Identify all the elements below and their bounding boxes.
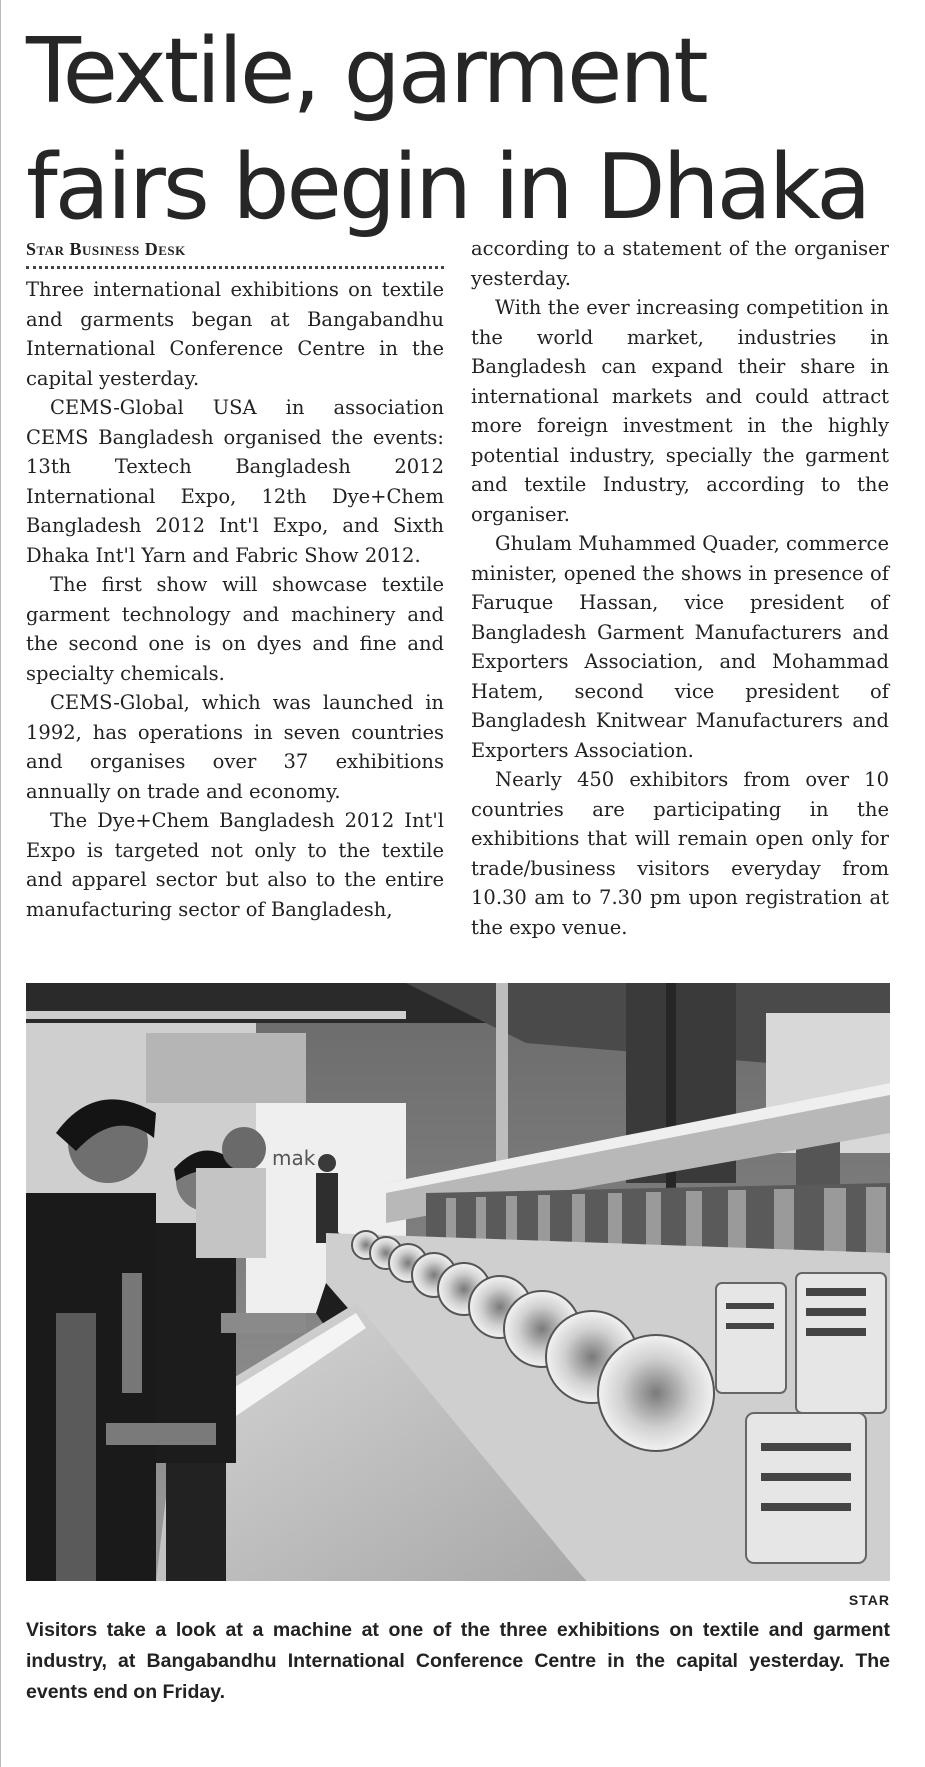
- page-left-rule: [0, 0, 1, 1767]
- paragraph: The Dye+Chem Bangladesh 2012 Int'l Expo is targeted not only to the textile and apparel sector but also to the entire manufacturing sector of Bangladesh,: [26, 809, 444, 921]
- article-column-left: [26, 234, 444, 924]
- paragraph: With the ever increasing competition in the world market, industries in Bangladesh can expand their share in international markets and could attract more foreign investment in the highly potential industry, specially the garment and textile Industry, according to the organiser.: [471, 296, 889, 526]
- byline-divider: [26, 266, 444, 269]
- paragraph: Ghulam Muhammed Quader, commerce minister, opened the shows in presence of Faruque Hassan, vice president of Bangladesh Garment Manufacturers and Exporters Association, and Mohammad Hatem, second vice president of Bangladesh Knitwear Manufacturers and Exporters Association.: [471, 532, 889, 762]
- headline: Textile, garment fairs begin in Dhaka: [26, 19, 869, 240]
- booth-sign-text: mak: [272, 1146, 316, 1170]
- paragraph: Three international exhibitions on textile and garments began at Bangabandhu International Conference Centre in the capital yesterday.: [26, 278, 444, 390]
- paragraph: The first show will showcase textile garment technology and machinery and the second one is on dyes and fine and specialty chemicals.: [26, 573, 444, 685]
- photo-credit: STAR: [848, 1592, 890, 1608]
- photo-caption: Visitors take a look at a machine at one of the three exhibitions on textile and garment industry, at Bangabandhu International Conference Centre in the capital yesterday. The events end on Friday.: [26, 1619, 890, 1703]
- article-column-right: [471, 234, 889, 942]
- byline: Star Business Desk: [26, 239, 186, 259]
- paragraph: Nearly 450 exhibitors from over 10 countries are participating in the exhibitions that will remain open only for trade/business visitors everyday from 10.30 am to 7.30 pm upon registration at the expo venue.: [471, 768, 889, 939]
- paragraph: according to a statement of the organiser yesterday.: [471, 237, 889, 290]
- paragraph: CEMS-Global, which was launched in 1992, has operations in seven countries and organises over 37 exhibitions annually on trade and economy.: [26, 691, 444, 803]
- news-photo: [26, 983, 890, 1581]
- paragraph: CEMS-Global USA in association CEMS Bangladesh organised the events: 13th Textech Bangladesh 2012 International Expo, 12th Dye+Chem Bangladesh 2012 Int'l Expo, and Sixth Dhaka Int'l Yarn and Fabric Show 2012.: [26, 396, 444, 567]
